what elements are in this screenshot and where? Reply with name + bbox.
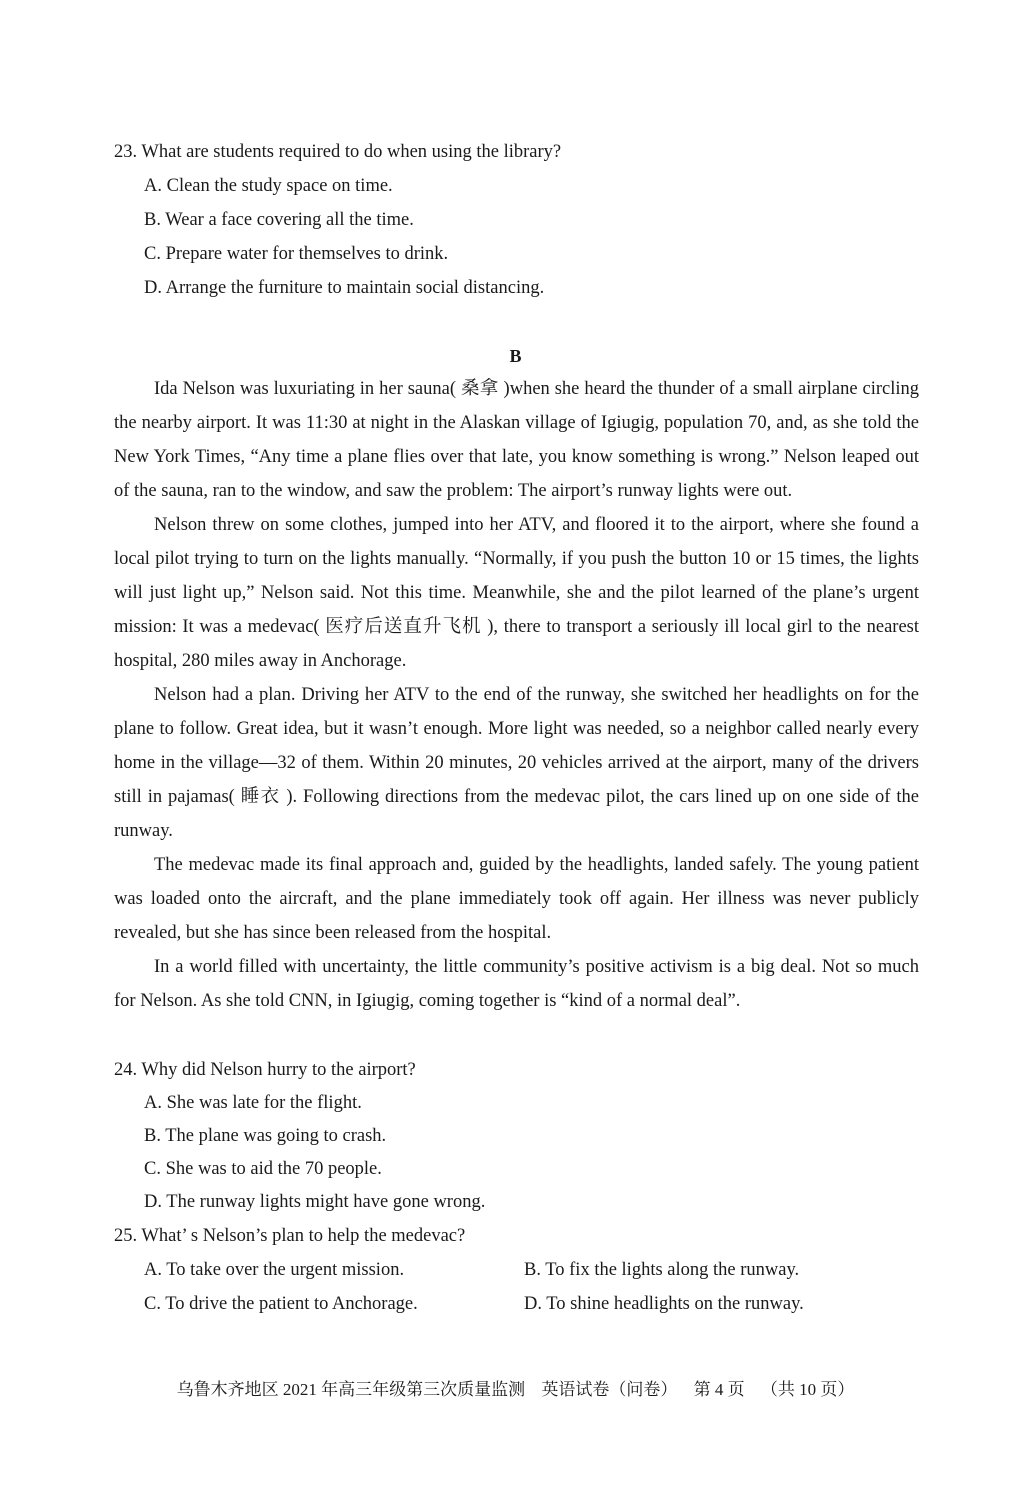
question-24 xyxy=(114,1053,924,1219)
option-c: C. To drive the patient to Anchorage. xyxy=(144,1294,418,1314)
option-a: A. She was late for the flight. xyxy=(144,1093,362,1113)
question-stem: 23. What are students required to do when using the library? xyxy=(114,142,562,162)
passage-paragraph: Ida Nelson was luxuriating in her sauna( 桑拿 )when she heard the thunder of a small airplane circling the nearby airport. It was 11:30 at night in the Alaskan village of Igiugig, population 70, and, as she told the New York Times, “Any time a plane flies over that late, you know something is wrong.” Nelson leaped out of the sauna, ran to the window, and saw the problem: The airport’s runway lights were out. xyxy=(114,379,919,501)
option-a: A. To take over the urgent mission. xyxy=(144,1260,405,1280)
subject-label: 英语试卷（问卷） xyxy=(541,1380,678,1399)
option-d: D. The runway lights might have gone wrong. xyxy=(144,1192,486,1212)
page-footer xyxy=(0,1376,1031,1404)
section-title: B xyxy=(509,346,522,366)
question-stem: 25. What’ s Nelson’s plan to help the medevac? xyxy=(114,1226,466,1246)
exam-title: 乌鲁木齐地区 2021 年高三年级第三次质量监测 xyxy=(176,1380,526,1399)
passage-paragraph: In a world filled with uncertainty, the little community’s positive activism is a big deal. Not so much for Nelson. As she told CNN, in Igiugig, coming together is “kind of a normal deal”. xyxy=(114,957,919,1011)
option-b: B. Wear a face covering all the time. xyxy=(144,210,414,230)
option-d: D. Arrange the furniture to maintain social distancing. xyxy=(144,278,545,298)
option-b: B. The plane was going to crash. xyxy=(144,1126,387,1146)
option-c: C. Prepare water for themselves to drink. xyxy=(144,244,449,264)
option-c: C. She was to aid the 70 people. xyxy=(144,1159,382,1179)
page-number: 第 4 页 xyxy=(693,1380,745,1399)
options-row xyxy=(114,1253,924,1287)
total-pages: （共 10 页） xyxy=(760,1380,855,1399)
option-a: A. Clean the study space on time. xyxy=(144,176,393,196)
question-25 xyxy=(114,1219,924,1321)
passage-paragraph: Nelson had a plan. Driving her ATV to the end of the runway, she switched her headlights on for the plane to follow. Great idea, but it wasn’t enough. More light was needed, so a neighbor called nearly every home in the village—32 of them. Within 20 minutes, 20 vehicles arrived at the airport, many of the drivers still in pajamas( 睡衣 ). Following directions from the medevac pilot, the cars lined up on one side of the runway. xyxy=(114,685,919,841)
options-row xyxy=(114,1287,924,1321)
question-23 xyxy=(114,135,924,305)
option-b: B. To fix the lights along the runway. xyxy=(524,1260,800,1280)
question-stem: 24. Why did Nelson hurry to the airport? xyxy=(114,1060,416,1080)
reading-passage xyxy=(114,372,919,1018)
passage-paragraph: The medevac made its final approach and, guided by the headlights, landed safely. The young patient was loaded onto the aircraft, and the plane immediately took off again. Her illness was never publicly revealed, but she has since been released from the hospital. xyxy=(114,855,919,943)
option-d: D. To shine headlights on the runway. xyxy=(524,1294,804,1314)
passage-paragraph: Nelson threw on some clothes, jumped into her ATV, and floored it to the airport, where she found a local pilot trying to turn on the lights manually. “Normally, if you push the button 10 or 15 times, the lights will just light up,” Nelson said. Not this time. Meanwhile, she and the pilot learned of the plane’s urgent mission: It was a medevac( 医疗后送直升飞机 ), there to transport a seriously ill local girl to the nearest hospital, 280 miles away in Anchorage. xyxy=(114,515,919,671)
